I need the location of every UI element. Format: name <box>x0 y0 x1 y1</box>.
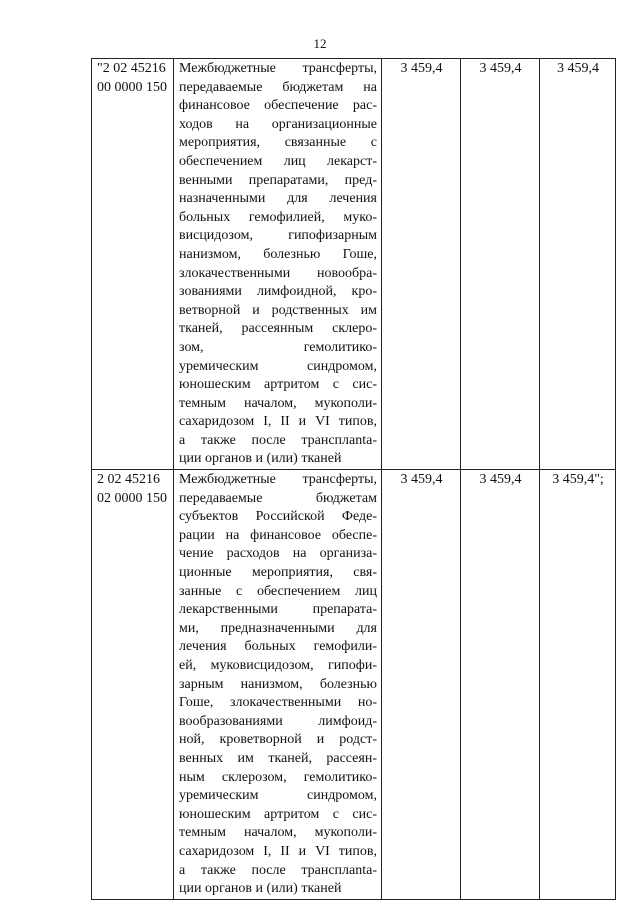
page-number: 12 <box>313 36 327 51</box>
description-line: занные с обеспечением лиц <box>179 583 377 599</box>
description-line: злокачественными новообра- <box>179 265 377 281</box>
description-line: обеспечением лиц лекарст- <box>179 153 377 169</box>
description-line: лекарственными препарата- <box>179 602 377 618</box>
description-line: тканей, рассеянным склеро- <box>179 321 377 337</box>
description-line: передаваемые бюджетам <box>179 490 377 506</box>
description-line: ветворной и родственных им <box>179 302 377 318</box>
description-line: сахаридозом I, II и VI типов, <box>179 414 377 430</box>
value-cell-year3: 3 459,4 <box>540 59 616 470</box>
description-cell <box>174 59 382 470</box>
description-line: субъектов Российской Феде- <box>179 509 377 525</box>
description-line: темным началом, мукополи- <box>179 395 377 411</box>
budget-table <box>91 58 616 900</box>
budget-code-line: "2 02 45216 <box>97 61 166 76</box>
budget-code-line: 2 02 45216 <box>97 472 160 488</box>
description-line: ми, предназначенными для <box>179 620 377 636</box>
description-line: нанизмом, болезнью Гоше, <box>179 246 377 262</box>
description-line: Межбюджетные трансферты, <box>179 472 377 488</box>
description-line: венными препаратами, пред- <box>179 172 377 188</box>
value-cell-year2: 3 459,4 <box>461 59 540 470</box>
description-line: уремическим синдромом, <box>179 358 377 374</box>
description-line: вообразованиями лимфоид- <box>179 713 377 729</box>
description-line: юношеским артритом с сис- <box>179 806 377 822</box>
description-line: ции органов и (или) тканей <box>179 881 342 897</box>
description-line: зом, гемолитико- <box>179 339 377 355</box>
description-line: ей, муковисцидозом, гипофи- <box>179 658 377 673</box>
table-row <box>92 59 616 470</box>
description-line: рации на финансовое обеспе- <box>179 527 377 543</box>
description-line: ходов на организационные <box>179 116 377 132</box>
description-line: передаваемые бюджетам на <box>179 79 377 95</box>
description-line: чение расходов на организа- <box>179 546 377 562</box>
description-line: финансовое обеспечение рас- <box>179 98 377 114</box>
description-line: сахаридозом I, II и VI типов, <box>179 843 377 859</box>
description-line: а также после трансплanta- <box>179 862 377 878</box>
description-line: зованиями лимфоидной, кро- <box>179 284 377 300</box>
budget-code-cell <box>92 59 174 470</box>
description-line: ным склерозом, гемолитико- <box>179 769 377 785</box>
description-line: зарным нанизмом, болезнью <box>179 676 377 692</box>
value-cell-year1: 3 459,4 <box>382 59 461 470</box>
budget-code-line: 00 0000 150 <box>97 79 167 95</box>
description-line: а также после трансплanta- <box>179 432 377 448</box>
budget-code-cell <box>92 470 174 900</box>
description-line: юношеским артритом с сис- <box>179 377 377 393</box>
description-line: Межбюджетные трансферты, <box>179 61 377 76</box>
budget-code-line: 02 0000 150 <box>97 490 167 506</box>
description-line: ной, кроветворной и родст- <box>179 732 377 748</box>
description-line: мероприятия, связанные с <box>179 135 377 151</box>
description-line: темным началом, мукополи- <box>179 825 377 841</box>
description-line: венных им тканей, рассеян- <box>179 750 377 766</box>
value-cell-year1: 3 459,4 <box>382 470 461 900</box>
value-cell-year3: 3 459,4"; <box>540 470 616 900</box>
description-line: ционные мероприятия, свя- <box>179 565 377 581</box>
description-cell <box>174 470 382 900</box>
value-cell-year2: 3 459,4 <box>461 470 540 900</box>
description-line: уремическим синдромом, <box>179 788 377 804</box>
description-line: лечения больных гемофили- <box>179 639 377 655</box>
description-line: назначенными для лечения <box>179 191 377 207</box>
description-line: больных гемофилией, муко- <box>179 209 377 225</box>
description-line: ции органов и (или) тканей <box>179 451 342 467</box>
description-line: висцидозом, гипофизарным <box>179 228 377 244</box>
description-line: Гоше, злокачественными но- <box>179 695 377 711</box>
table-row <box>92 470 616 900</box>
